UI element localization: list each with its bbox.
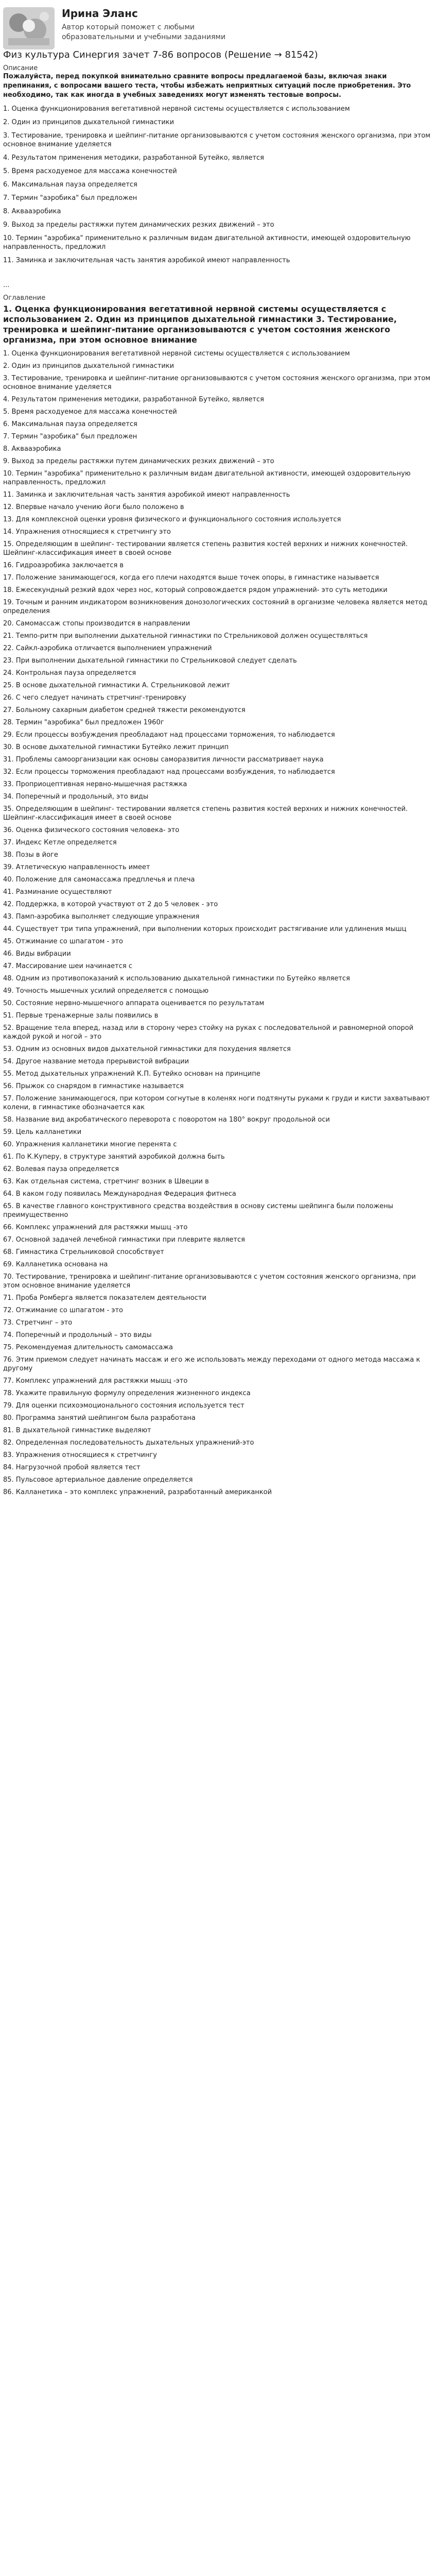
question-item: 73. Стретчинг – это: [3, 1319, 73, 1327]
question-item: 1. Оценка функционирования вегетативной нервной системы осуществляется с использованием: [3, 105, 350, 113]
question-item: 82. Определенная последовательность дыхательных упражнений-это: [3, 1439, 254, 1447]
question-item: 62. Волевая пауза определяется: [3, 1165, 119, 1173]
question-item: 10. Термин "аэробика" применительно к различным видам двигательной активности, имеющей оздоровительную направленность, предложил: [3, 470, 411, 486]
question-item: 60. Упражнения калланетики многие перенята с: [3, 1141, 177, 1148]
question-item: 43. Памп-аэробика выполняет следующие упражнения: [3, 913, 200, 921]
question-item: 26. С чего следует начинать стретчинг-тренировку: [3, 694, 186, 702]
question-item: 68. Гимнастика Стрельниковой способствует: [3, 1248, 164, 1256]
author-header: [0, 0, 436, 46]
question-item: 17. Положение занимающегося, когда его плечи находятся выше точек опоры, в гимнастике называется: [3, 574, 379, 582]
question-item: 7. Термин "аэробика" был предложен: [3, 194, 137, 202]
description-question-list: [0, 105, 436, 265]
question-item: 44. Существует три типа упражнений, при выполнении которых происходит растягивание или удлинения мышц: [3, 925, 407, 933]
question-item: 10. Термин "аэробика" применительно к различным видам двигательной активности, имеющей оздоровительную направленность, предложил: [3, 234, 411, 251]
question-item: 78. Укажите правильную формулу определения жизненного индекса: [3, 1389, 251, 1397]
question-item: 58. Название вид акробатического переворота с поворотом на 180° вокруг продольной оси: [3, 1116, 330, 1124]
question-item: 67. Основной задачей лечебной гимнастики при плеврите является: [3, 1236, 245, 1244]
question-item: 84. Нагрузочной пробой является тест: [3, 1464, 141, 1471]
question-item: 18. Ежесекундный резкий вдох через нос, который сопровождается рядом упражнений- это суть методики: [3, 586, 388, 594]
question-item: 4. Результатом применения методики, разработанной Бутейко, является: [3, 154, 264, 162]
question-item: 21. Темпо-ритм при выполнении дыхательной гимнастики по Стрельниковой должен осуществляться: [3, 632, 368, 640]
question-item: 36. Оценка физического состояния человека- это: [3, 826, 180, 834]
question-item: 2. Один из принципов дыхательной гимнастики: [3, 118, 175, 126]
question-item: 75. Рекомендуемая длительность самомассажа: [3, 1344, 173, 1351]
question-item: 23. При выполнении дыхательной гимнастики по Стрельниковой следует сделать: [3, 657, 297, 665]
question-item: 85. Пульсовое артериальное давление определяется: [3, 1476, 193, 1484]
purchase-warning: Пожалуйста, перед покупкой внимательно сравните вопросы предлагаемой базы, включая знаки препинания, с вопросами вашего теста, чтобы избежать неприятных ситуаций после приобретения. Это необходимо, так как иногда в учебных заведениях могут изменять тестовые вопросы.: [3, 73, 411, 99]
question-item: 57. Положение занимающегося, при котором согнутые в коленях ноги подтянуты руками к груди и кисти захватывают колени, в гимнастике обозначается как: [3, 1095, 430, 1111]
question-item: 15. Определяющим в шейпинг- тестировании является степень развития костей верхних и нижних конечностей. Шейпинг-классификация имеет в своей основе: [3, 540, 408, 557]
toc-label: Оглавление: [3, 294, 46, 302]
question-item: 25. В основе дыхательной гимнастики А. Стрельниковой лежит: [3, 682, 230, 689]
author-info: [62, 7, 247, 42]
question-item: 86. Калланетика – это комплекс упражнений, разработанный американкой: [3, 1488, 272, 1496]
question-item: 9. Выход за пределы растяжки путем динамических резких движений – это: [3, 221, 274, 229]
question-item: 50. Состояние нервно-мышечного аппарата оценивается по результатам: [3, 999, 265, 1007]
question-item: 4. Результатом применения методики, разработанной Бутейко, является: [3, 396, 264, 403]
question-item: 71. Проба Ромберга является показателем деятельности: [3, 1294, 206, 1302]
question-item: 46. Виды вибрации: [3, 950, 71, 958]
question-item: 2. Один из принципов дыхательной гимнастики: [3, 362, 175, 370]
question-item: 55. Метод дыхательных упражнений К.П. Бутейко основан на принципе: [3, 1070, 260, 1078]
question-item: 83. Упражнения относящиеся к стретчингу: [3, 1451, 157, 1459]
question-item: 45. Отжимание со шпагатом - это: [3, 938, 123, 945]
question-item: 41. Разминание осуществляют: [3, 888, 112, 896]
question-item: 6. Максимальная пауза определяется: [3, 420, 137, 428]
avatar-image: [3, 7, 55, 49]
question-item: 48. Одним из противопоказаний к использованию дыхательной гимнастики по Бутейко является: [3, 975, 350, 982]
question-item: 47. Массирование шеи начинается с: [3, 962, 132, 970]
question-item: 27. Больному сахарным диабетом средней тяжести рекомендуются: [3, 706, 246, 714]
question-item: 5. Время расходуемое для массажа конечностей: [3, 408, 177, 416]
question-item: 34. Поперечный и продольный, это виды: [3, 793, 149, 801]
question-item: 63. Как отдельная система, стретчинг возник в Швеции в: [3, 1178, 209, 1185]
question-item: 9. Выход за пределы растяжки путем динамических резких движений – это: [3, 457, 274, 465]
question-item: 11. Заминка и заключительная часть занятия аэробикой имеют направленность: [3, 257, 290, 264]
question-item: 66. Комплекс упражнений для растяжки мышц -это: [3, 1224, 188, 1231]
question-item: 51. Первые тренажерные залы появились в: [3, 1012, 159, 1020]
question-item: 59. Цель калланетики: [3, 1128, 82, 1136]
question-item: 20. Самомассаж стопы производится в направлении: [3, 620, 190, 628]
question-item: 64. В каком году появилась Международная Федерация фитнеса: [3, 1190, 236, 1198]
question-item: 80. Программа занятий шейпингом была разработана: [3, 1414, 196, 1422]
question-item: 77. Комплекс упражнений для растяжки мышц -это: [3, 1377, 188, 1385]
question-item: 1. Оценка функционирования вегетативной нервной системы осуществляется с использованием: [3, 350, 350, 358]
question-item: 19. Точным и ранним индикатором возникновения донозологических состояний в организме человека является метод определения: [3, 599, 428, 615]
author-avatar[interactable]: [3, 7, 55, 49]
question-item: 39. Атлетическую направленность имеет: [3, 863, 150, 871]
question-item: 33. Проприоцептивная нервно-мышечная растяжка: [3, 781, 187, 788]
question-item: 7. Термин "аэробика" был предложен: [3, 433, 137, 440]
question-item: 16. Гидроаэробика заключается в: [3, 562, 124, 569]
toc-heading: 1. Оценка функционирования вегетативной нервной системы осуществляется с использованием 2. Один из принципов дыхательной гимнастики 3. Тестирование, тренировка и шейпинг-питание организовываются с учетом состояния женского организма, при этом основное внимание: [3, 304, 397, 345]
question-item: 65. В качестве главного конструктивного средства воздействия в основу системы шейпинга были положены преимущественно: [3, 1202, 393, 1219]
question-item: 37. Индекс Кетле определяется: [3, 839, 117, 846]
question-item: 70. Тестирование, тренировка и шейпинг-питание организовываются с учетом состояния женского организма, при этом основное внимание уделяется: [3, 1273, 416, 1290]
question-item: 79. Для оценки психоэмоционального состояния используется тест: [3, 1402, 245, 1410]
description-label: Описание: [3, 64, 38, 72]
author-name[interactable]: Ирина Эланс: [62, 7, 138, 20]
question-item: 8. Аквааэробика: [3, 445, 61, 453]
ellipsis: ...: [3, 281, 10, 289]
question-item: 42. Поддержка, в которой участвуют от 2 до 5 человек - это: [3, 901, 218, 908]
question-item: 3. Тестирование, тренировка и шейпинг-питание организовываются с учетом состояния женского организма, при этом основное внимание уделяется: [3, 132, 431, 148]
question-item: 28. Термин "аэробика" был предложен 1960г: [3, 719, 164, 726]
question-item: 8. Аквааэробика: [3, 208, 61, 215]
question-item: 35. Определяющим в шейпинг- тестировании является степень развития костей верхних и нижних конечностей. Шейпинг-классификация имеет в своей основе: [3, 805, 408, 822]
question-item: 11. Заминка и заключительная часть занятия аэробикой имеют направленность: [3, 491, 290, 499]
question-item: 12. Впервые начало учению йоги было положено в: [3, 503, 184, 511]
question-item: 49. Точность мышечных усилий определяется с помощью: [3, 987, 209, 995]
question-item: 69. Калланетика основана на: [3, 1261, 108, 1268]
question-item: 24. Контрольная пауза определяется: [3, 669, 136, 677]
question-item: 3. Тестирование, тренировка и шейпинг-питание организовываются с учетом состояния женского организма, при этом основное внимание уделяется: [3, 375, 431, 391]
toc-question-list: [0, 349, 436, 1497]
question-item: 56. Прыжок со снарядом в гимнастике называется: [3, 1082, 184, 1090]
question-item: 52. Вращение тела вперед, назад или в сторону через стойку на руках с последовательной и равномерной опорой каждой рукой и ногой – это: [3, 1024, 414, 1041]
question-item: 40. Положение для самомассажа предплечья и плеча: [3, 876, 195, 884]
question-item: 74. Поперечный и продольный – это виды: [3, 1331, 152, 1339]
question-item: 13. Для комплексной оценки уровня физического и функционального состояния используется: [3, 516, 341, 523]
author-description: Автор который поможет с любыми образовательными и учебными заданиями: [62, 23, 226, 41]
question-item: 72. Отжимание со шпагатом - это: [3, 1307, 123, 1314]
question-item: 30. В основе дыхательной гимнастики Бутейко лежит принцип: [3, 743, 229, 751]
question-item: 53. Одним из основных видов дыхательной гимнастики для похудения является: [3, 1045, 291, 1053]
document-title: Физ культура Синергия зачет 7-86 вопросов (Решение → 81542): [3, 49, 318, 60]
question-item: 29. Если процессы возбуждения преобладают над процессами торможения, то наблюдается: [3, 731, 335, 739]
question-item: 6. Максимальная пауза определяется: [3, 181, 137, 189]
question-item: 5. Время расходуемое для массажа конечностей: [3, 167, 177, 175]
question-item: 61. По К.Куперу, в структуре занятий аэробикой должна быть: [3, 1153, 225, 1161]
question-item: 31. Проблемы самоорганизации как основы саморазвития личности рассматривает наука: [3, 756, 324, 764]
question-item: 14. Упражнения относящиеся к стретчингу это: [3, 528, 171, 536]
question-item: 54. Другое название метода прерывистой вибрации: [3, 1058, 189, 1065]
question-item: 32. Если процессы торможения преобладают над процессами возбуждения, то наблюдается: [3, 768, 335, 776]
question-item: 76. Этим приемом следует начинать массаж и его же использовать между переходами от одного метода массажа к другому: [3, 1356, 421, 1372]
question-item: 22. Сайкл-аэробика отличается выполнением упражнений: [3, 645, 212, 652]
question-item: 81. В дыхательной гимнастике выделяют: [3, 1427, 151, 1434]
question-item: 38. Позы в йоге: [3, 851, 58, 859]
